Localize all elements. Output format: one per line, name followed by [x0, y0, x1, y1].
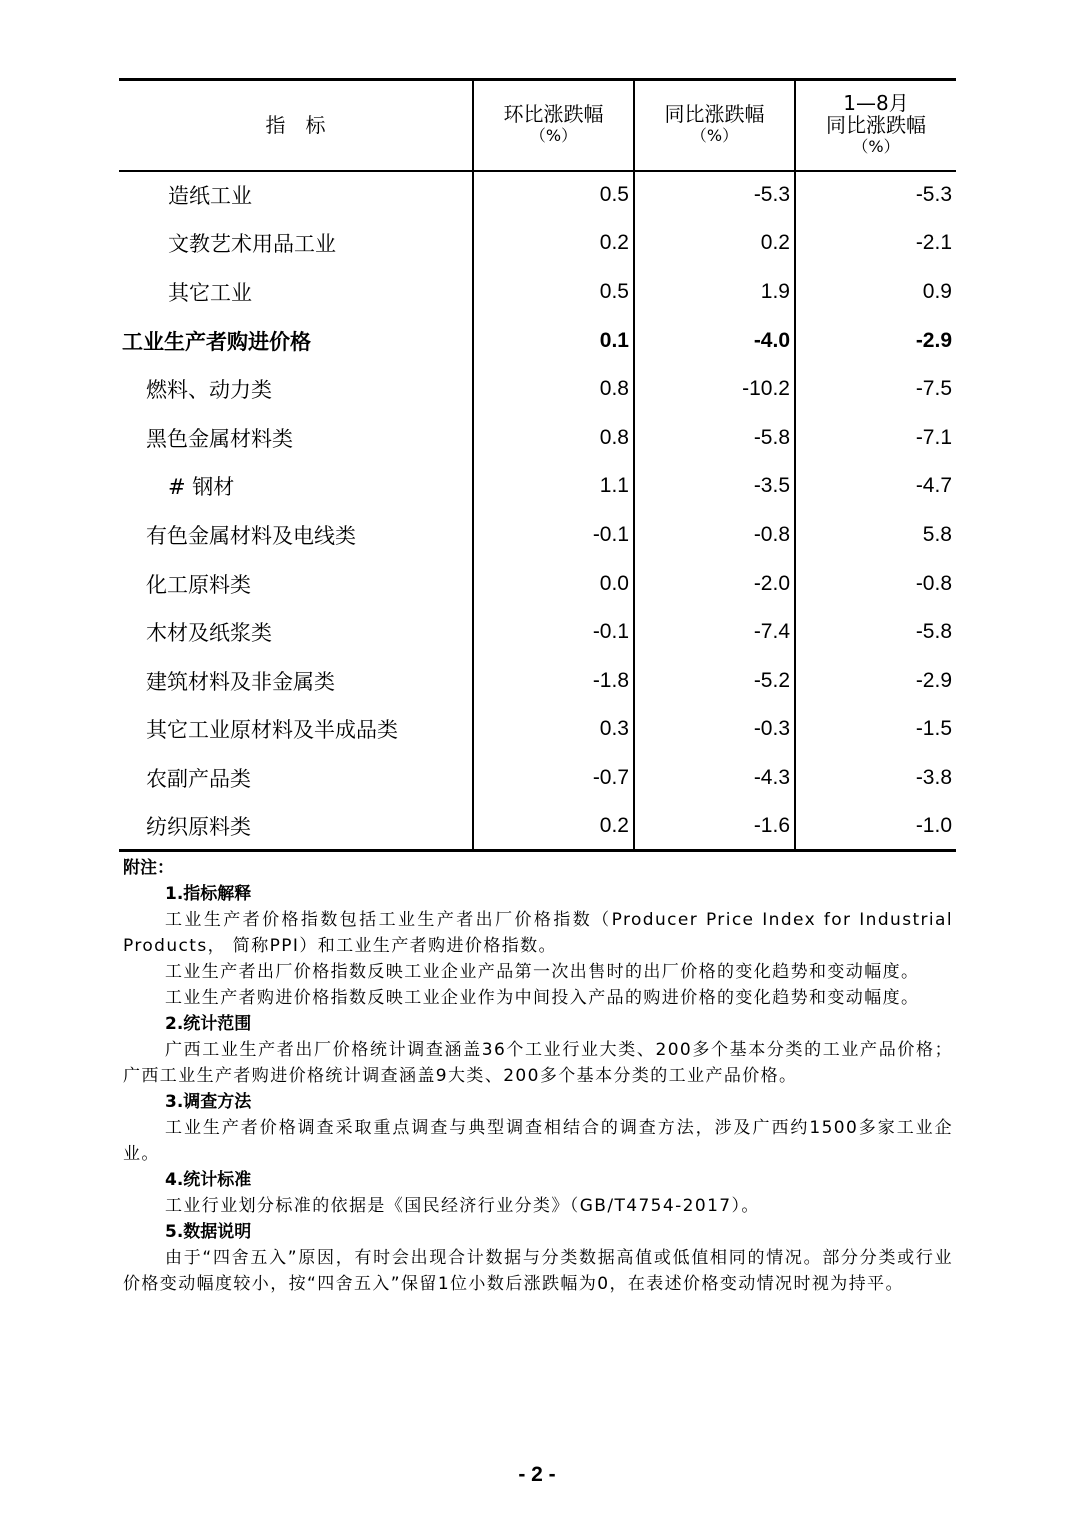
- table-row: [119, 219, 956, 268]
- row-name: 其它工业: [119, 268, 473, 317]
- notes-paragraph: 广西工业生产者出厂价格统计调查涵盖36个工业行业大类、200多个基本分类的工业产品价格；广西工业生产者购进价格统计调查涵盖9大类、200多个基本分类的工业产品价格。: [123, 1040, 953, 1086]
- notes-paragraph: 工业生产者购进价格指数反映工业企业作为中间投入产品的购进价格的变化趋势和变动幅度。: [165, 988, 920, 1008]
- row-yoy: -3.5: [634, 462, 795, 511]
- row-yoy: -0.3: [634, 705, 795, 754]
- table-row: [119, 608, 956, 657]
- table-row: [119, 413, 956, 462]
- notes-paragraph: 工业行业划分标准的依据是《国民经济行业分类》（GB/T4754-2017）。: [165, 1196, 760, 1216]
- price-index-table: [119, 78, 956, 852]
- row-mom: 0.8: [473, 365, 634, 414]
- table-row: [119, 559, 956, 608]
- section-title-standard: 4.统计标准: [165, 1170, 252, 1190]
- table-row: [119, 705, 956, 754]
- row-ytd: -7.1: [915, 425, 952, 449]
- row-name: 文教艺术用品工业: [119, 219, 473, 268]
- row-yoy: -4.0: [634, 316, 795, 365]
- row-mom: -0.1: [473, 511, 634, 560]
- header-mom: [473, 80, 634, 171]
- table-row-total: [119, 316, 956, 365]
- row-name: 有色金属材料及电线类: [119, 511, 473, 560]
- row-name: 纺织原料类: [119, 802, 473, 851]
- row-name: 燃料、动力类: [119, 365, 473, 414]
- header-mom-unit: （%）: [529, 126, 578, 146]
- row-name: 其它工业原材料及半成品类: [119, 705, 473, 754]
- row-ytd: -4.7: [915, 474, 952, 498]
- row-mom: -1.8: [473, 656, 634, 705]
- notes-paragraph: 工业生产者价格调查采取重点调查与典型调查相结合的调查方法，涉及广西约1500多家工业企业。: [123, 1118, 953, 1164]
- row-yoy: -7.4: [634, 608, 795, 657]
- row-yoy: -5.8: [634, 413, 795, 462]
- header-ytd-unit: （%）: [852, 137, 900, 157]
- row-ytd: -2.9: [915, 668, 952, 692]
- row-mom: 0.3: [473, 705, 634, 754]
- row-name: 黑色金属材料类: [119, 413, 473, 462]
- row-yoy: -5.3: [634, 171, 795, 220]
- table-row: [119, 511, 956, 560]
- notes-paragraph: 由于“四舍五入”原因，有时会出现合计数据与分类数据高值或低值相同的情况。部分分类或行业价格变动幅度较小，按“四舍五入”保留1位小数后涨跌幅为0，在表述价格变动情况时视为持平。: [123, 1248, 953, 1294]
- row-name: 造纸工业: [119, 171, 473, 220]
- header-yoy-label: 同比涨跌幅: [664, 102, 765, 127]
- notes-paragraph: 工业生产者价格指数包括工业生产者出厂价格指数（Producer Price Index for Industrial Products， 简称PPI）和工业生产者购进价格指数。: [123, 910, 953, 956]
- row-mom: -0.1: [473, 608, 634, 657]
- row-name: 农副产品类: [119, 754, 473, 803]
- row-mom: -0.7: [473, 754, 634, 803]
- row-yoy: -10.2: [634, 365, 795, 414]
- row-ytd: -3.8: [915, 765, 952, 789]
- section-title-scope: 2.统计范围: [165, 1014, 252, 1034]
- row-ytd: -0.8: [915, 571, 952, 595]
- header-mom-label: 环比涨跌幅: [503, 102, 604, 127]
- notes-paragraph: 工业生产者出厂价格指数反映工业企业产品第一次出售时的出厂价格的变化趋势和变动幅度。: [165, 962, 920, 982]
- row-yoy: 0.2: [634, 219, 795, 268]
- row-yoy: -2.0: [634, 559, 795, 608]
- row-ytd: -5.3: [915, 183, 952, 207]
- row-yoy: -0.8: [634, 511, 795, 560]
- table-row: [119, 171, 956, 220]
- row-name: 木材及纸浆类: [119, 608, 473, 657]
- section-title-method: 3.调查方法: [165, 1092, 252, 1112]
- header-yoy: [634, 80, 795, 171]
- row-ytd: -2.1: [915, 231, 952, 255]
- notes-title: 附注：: [123, 858, 174, 878]
- row-name: 化工原料类: [119, 559, 473, 608]
- row-mom: 0.5: [473, 268, 634, 317]
- table-row: [119, 268, 956, 317]
- row-yoy: -5.2: [634, 656, 795, 705]
- row-mom: 0.5: [473, 171, 634, 220]
- header-yoy-unit: （%）: [690, 126, 739, 146]
- row-name: 建筑材料及非金属类: [119, 656, 473, 705]
- section-title-data-notes: 5.数据说明: [165, 1222, 252, 1242]
- price-table-container: [119, 78, 956, 852]
- row-ytd: -7.5: [915, 377, 952, 401]
- table-row: [119, 754, 956, 803]
- row-yoy: -4.3: [634, 754, 795, 803]
- row-yoy: 1.9: [634, 268, 795, 317]
- table-row: [119, 656, 956, 705]
- table-header-row: [119, 80, 956, 171]
- row-mom: 0.1: [473, 316, 634, 365]
- table-row: [119, 365, 956, 414]
- header-ytd-period: 1—8月: [843, 91, 909, 116]
- row-mom: 0.8: [473, 413, 634, 462]
- section-title-definitions: 1.指标解释: [165, 884, 252, 904]
- notes-section: [123, 855, 953, 1297]
- row-mom: 0.2: [473, 219, 634, 268]
- header-indicator: 指 标: [119, 80, 473, 171]
- row-yoy: -1.6: [634, 802, 795, 851]
- header-ytd: [795, 80, 956, 171]
- row-ytd: -1.5: [915, 717, 952, 741]
- row-name: 工业生产者购进价格: [119, 316, 473, 365]
- page-number: - 2 -: [518, 1463, 556, 1486]
- table-row: [119, 802, 956, 851]
- table-row: [119, 462, 956, 511]
- row-mom: 1.1: [473, 462, 634, 511]
- row-mom: 0.2: [473, 802, 634, 851]
- row-ytd: 0.9: [922, 279, 952, 303]
- row-ytd: 5.8: [922, 522, 952, 546]
- row-name: # 钢材: [119, 462, 473, 511]
- row-ytd: -2.9: [915, 328, 952, 352]
- row-ytd: -5.8: [915, 620, 952, 644]
- row-mom: 0.0: [473, 559, 634, 608]
- row-ytd: -1.0: [915, 813, 952, 837]
- header-ytd-label: 同比涨跌幅: [826, 113, 926, 138]
